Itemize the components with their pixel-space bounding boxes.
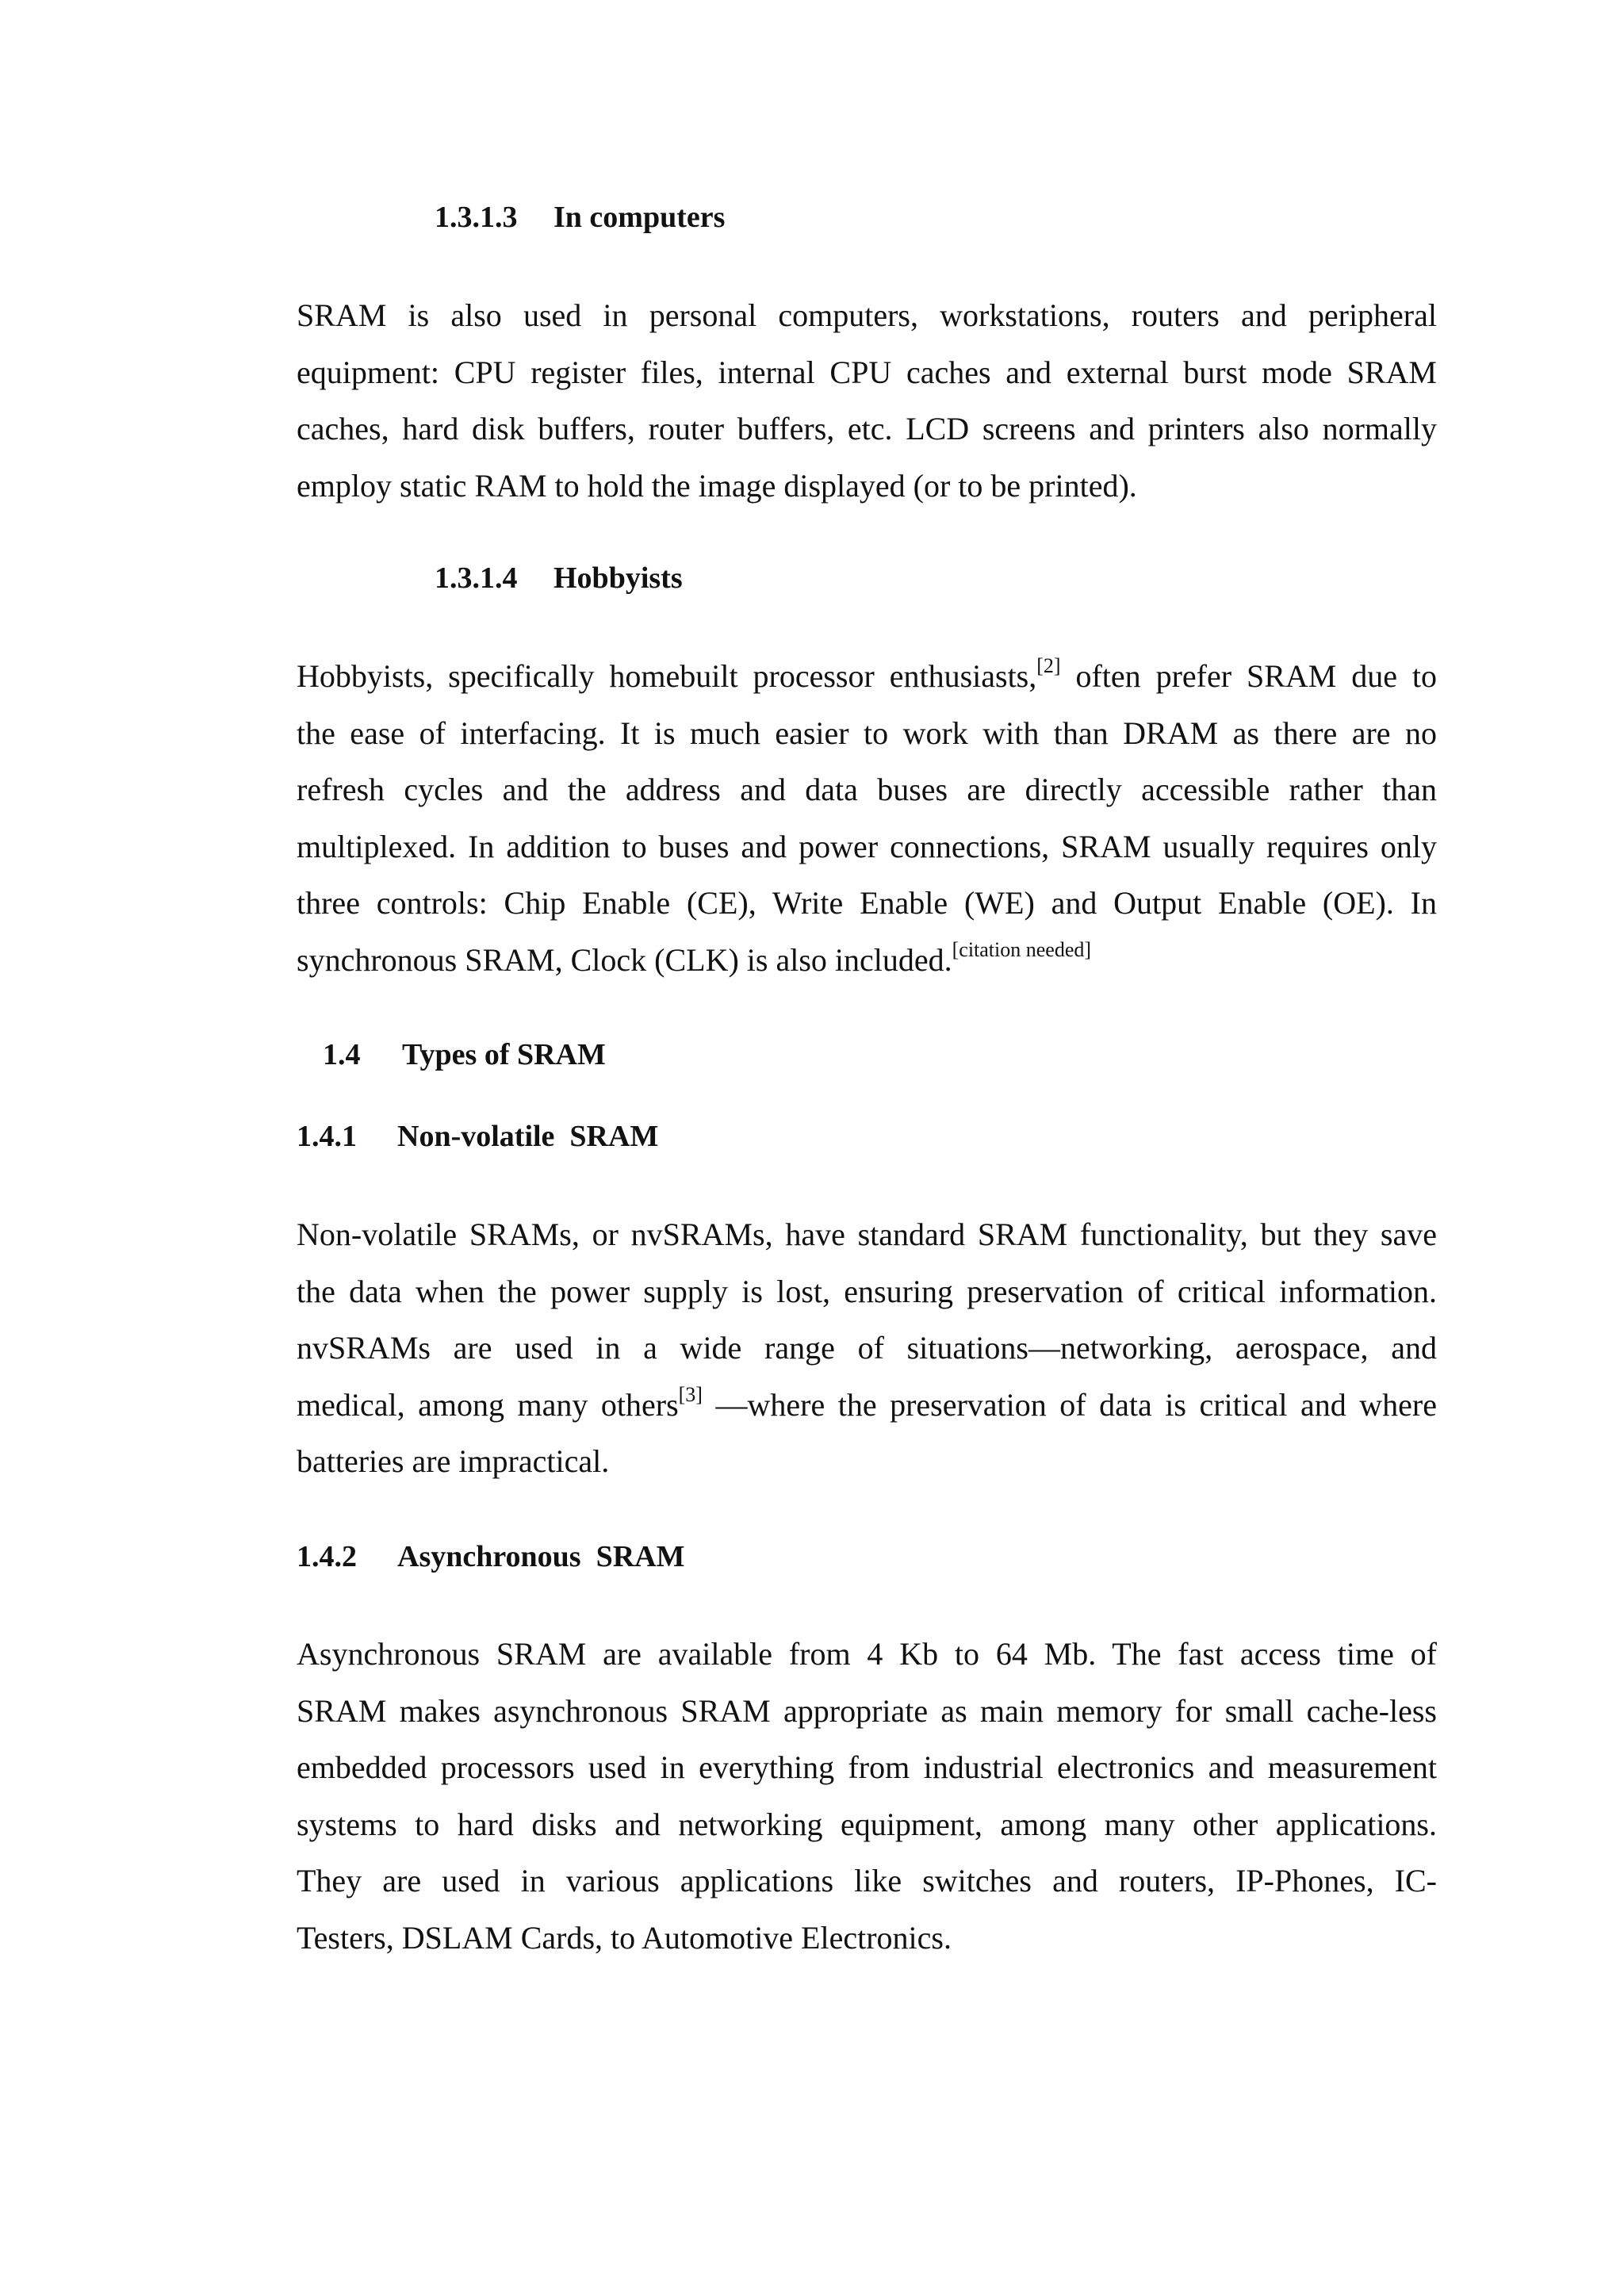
paragraph-line: nvSRAMs are used in a wide range of situations—networking, aerospace, and [297,1330,1437,1366]
section-number: 1.4.1 [297,1120,357,1153]
section-number: 1.3.1.3 [435,201,518,234]
paragraph-line: They are used in various applications like switches and routers, IP-Phones, IC- [297,1863,1437,1898]
paragraph-line: multiplexed. In addition to buses and power connections, SRAM usually requires only [297,828,1437,864]
paragraph-line: Non-volatile SRAMs, or nvSRAMs, have standard SRAM functionality, but they save [297,1216,1437,1252]
section-title: In computers [553,201,726,234]
section-title: Types of SRAM [402,1038,606,1071]
paragraph-line: Testers, DSLAM Cards, to Automotive Electronics. [297,1919,952,1956]
section-number: 1.4 [323,1038,361,1071]
paragraph-line: caches, hard disk buffers, router buffers, etc. LCD screens and printers also normally [297,411,1437,446]
paragraph-line: equipment: CPU register files, internal CPU caches and external burst mode SRAM [297,354,1437,390]
paragraph-line: embedded processors used in everything from industrial electronics and measurement [297,1749,1437,1785]
paragraph-line: SRAM is also used in personal computers, workstations, routers and peripheral [297,297,1437,333]
paragraph-line [297,932,1437,989]
paragraph-line [297,648,1437,705]
paragraph-line: SRAM makes asynchronous SRAM appropriate as main memory for small cache-less [297,1692,1437,1729]
section-number: 1.4.2 [297,1540,357,1573]
paragraph-in-computers [297,287,1437,514]
text-run: synchronous SRAM, Clock (CLK) is also included. [297,941,952,978]
citation-superscript: [3] [678,1382,703,1406]
paragraph-line: employ static RAM to hold the image displayed (or to be printed). [297,467,1137,504]
section-heading-non-volatile-sram [297,1117,658,1155]
paragraph-line: the data when the power supply is lost, ensuring preservation of critical information. [297,1273,1437,1309]
paragraph-line: three controls: Chip Enable (CE), Write Enable (WE) and Output Enable (OE). In [297,885,1437,921]
section-heading-types-of-sram [323,1036,606,1074]
section-title: Hobbyists [553,561,683,595]
paragraph-hobbyists [297,648,1437,988]
citation-superscript: [2] [1036,653,1061,677]
text-run: —where the preservation of data is critical and where [702,1386,1437,1423]
section-title: Asynchronous SRAM [397,1540,685,1573]
paragraph-line: systems to hard disks and networking equipment, among many other applications. [297,1806,1437,1842]
section-heading-asynchronous-sram [297,1538,684,1576]
paragraph-asynchronous-sram [297,1626,1437,1966]
paragraph-line: batteries are impractical. [297,1443,610,1479]
text-run: Hobbyists, specifically homebuilt processor enthusiasts, [297,658,1037,694]
section-title: Non-volatile SRAM [397,1120,659,1153]
paragraph-line: Asynchronous SRAM are available from 4 Kb to 64 Mb. The fast access time of [297,1636,1437,1672]
text-run: medical, among many others [297,1386,679,1423]
paragraph-line: refresh cycles and the address and data buses are directly accessible rather than [297,772,1437,807]
paragraph-line: the ease of interfacing. It is much easier to work with than DRAM as there are no [297,715,1437,751]
text-run: often prefer SRAM due to [1060,658,1437,694]
section-number: 1.3.1.4 [435,561,518,595]
section-heading-hobbyists [435,559,683,597]
paragraph-line [297,1377,1437,1434]
paragraph-non-volatile-sram [297,1206,1437,1490]
citation-needed-superscript: [citation needed] [952,937,1092,961]
section-heading-in-computers [435,198,725,236]
